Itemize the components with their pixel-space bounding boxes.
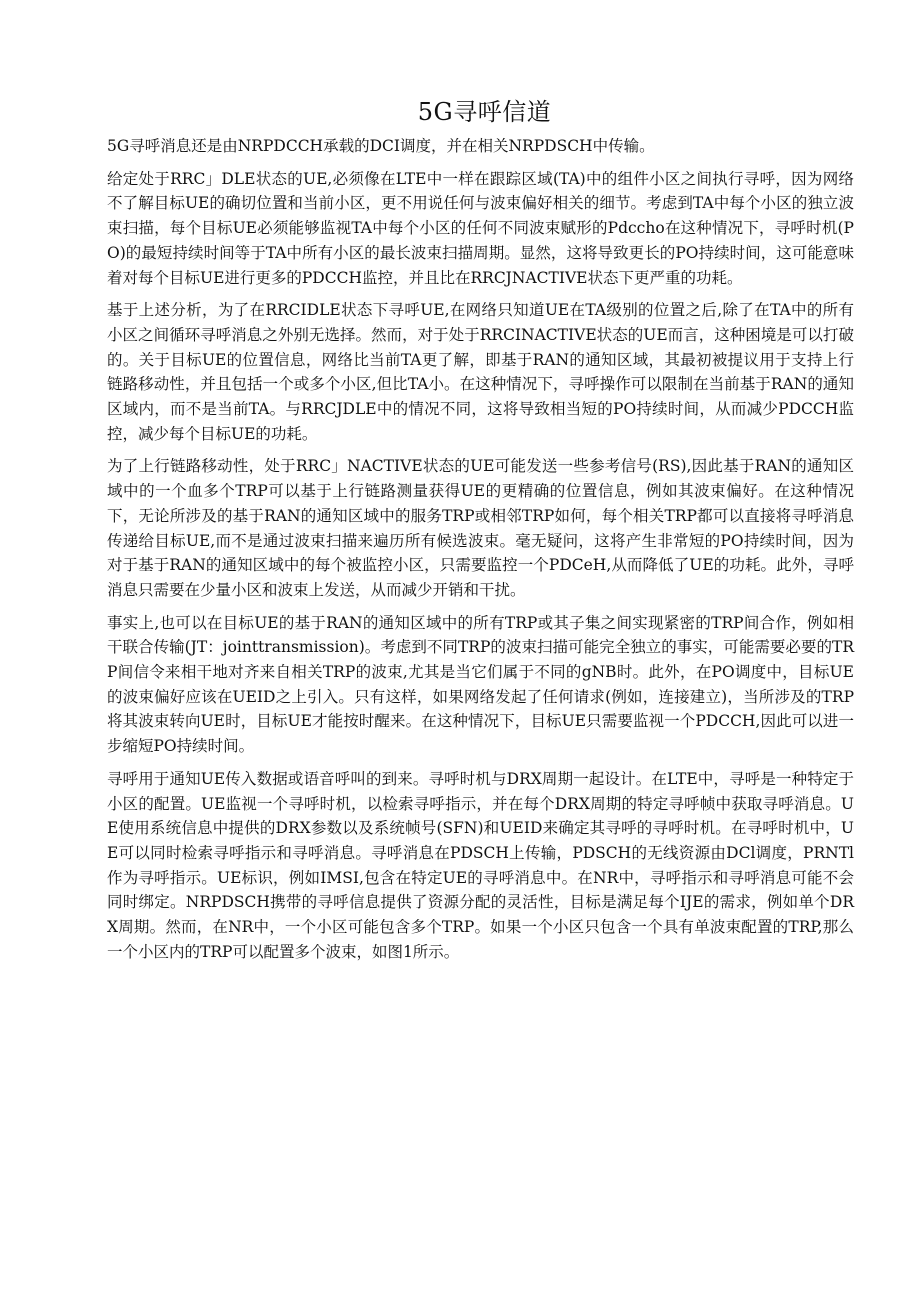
document-title: 5G寻呼信道 [417,98,552,126]
paragraph-intro: 5G寻呼消息还是由NRPDCCH承载的DCI调度，并在相关NRPDSCH中传输。 [107,137,655,155]
paragraph-joint-transmission: 事实上,也可以在目标UE的基于RAN的通知区域中的所有TRP或其子集之间实现紧密的TRP间合作，例如相干联合传输(JT：jointtransmission)。考虑到不同TRP的波束扫描可能完全独立的事实，可能需要必要的TRP间信令来相干地对齐来自相关TRP的波束,尤其是当它们属于不同的gNB时。此外，在PO调度中，目标UE的波束偏好应该在UEID之上引入。只有这样，如果网络发起了任何请求(例如，连接建立)，当所涉及的TRP将其波束转向UE时，目标UE才能按时醒来。在这种情况下，目标UE只需要监视一个PDCCH,因此可以进一步缩短PO持续时间。 [107,613,854,756]
paragraph-rrc-idle-paging: 给定处于RRC」DLE状态的UE,必须像在LTE中一样在跟踪区域(TA)中的组件小区之间执行寻呼，因为网络不了解目标UE的确切位置和当前小区，更不用说任何与波束偏好相关的细节。考虑到TA中每个小区的独立波束扫描，每个目标UE必须能够监视TA中每个小区的任何不同波束赋形的Pdccho在这种情况下，寻呼时机(PO)的最短持续时间等于TA中所有小区的最长波束扫描周期。显然，这将导致更长的PO持续时间，这可能意味着对每个目标UE进行更多的PDCCH监控，并且比在RRCJNACTIVE状态下更严重的功耗。 [107,169,854,287]
paragraph-uplink-mobility: 为了上行链路移动性，处于RRC」NACTIVE状态的UE可能发送一些参考信号(RS),因此基于RAN的通知区域中的一个血多个TRP可以基于上行链路测量获得UE的更精确的位置信息，例如其波束偏好。在这种情况下，无论所涉及的基于RAN的通知区域中的服务TRP或相邻TRP如何，每个相关TRP都可以直接将寻呼消息传递给目标UE,而不是通过波束扫描来遍历所有候选波束。毫无疑问，这将产生非常短的PO持续时间，因为对于基于RAN的通知区域中的每个被监控小区，只需要监控一个PDCeH,从而降低了UE的功耗。此外，寻呼消息只需要在少量小区和波束上发送，从而减少开销和干扰。 [107,457,854,599]
paragraph-paging-occasion: 寻呼用于通知UE传入数据或语音呼叫的到来。寻呼时机与DRX周期一起设计。在LTE中，寻呼是一种特定于小区的配置。UE监视一个寻呼时机，以检索寻呼指示，并在每个DRX周期的特定寻呼帧中获取寻呼消息。UE使用系统信息中提供的DRX参数以及系统帧号(SFN)和UEID来确定其寻呼的寻呼时机。在寻呼时机中，UE可以同时检索寻呼指示和寻呼消息。寻呼消息在PDSCH上传输，PDSCH的无线资源由DCl调度，PRNTl作为寻呼指示。UE标识，例如IMSI,包含在特定UE的寻呼消息中。在NR中，寻呼指示和寻呼消息可能不会同时绑定。NRPDSCH携带的寻呼信息提供了资源分配的灵活性，目标是满足每个IJE的需求，例如单个DRX周期。然而，在NR中，一个小区可能包含多个TRP。如果一个小区只包含一个具有单波束配置的TRP,那么一个小区内的TRP可以配置多个波束，如图1所示。 [107,769,854,961]
paragraph-ran-notification-area: 基于上述分析，为了在RRCIDLE状态下寻呼UE,在网络只知道UE在TA级别的位置之后,除了在TA中的所有小区之间循环寻呼消息之外别无选择。然而，对于处于RRCINACTIVE状态的UE而言，这种困境是可以打破的。关于目标UE的位置信息，网络比当前TA更了解，即基于RAN的通知区域，其最初被提议用于支持上行链路移动性，并且包括一个或多个小区,但比TA小。在这种情况下，寻呼操作可以限制在当前基于RAN的通知区域内，而不是当前TA。与RRCJDLE中的情况不同，这将导致相当短的PO持续时间，从而减少PDCCH监控，减少每个目标UE的功耗。 [107,301,854,443]
